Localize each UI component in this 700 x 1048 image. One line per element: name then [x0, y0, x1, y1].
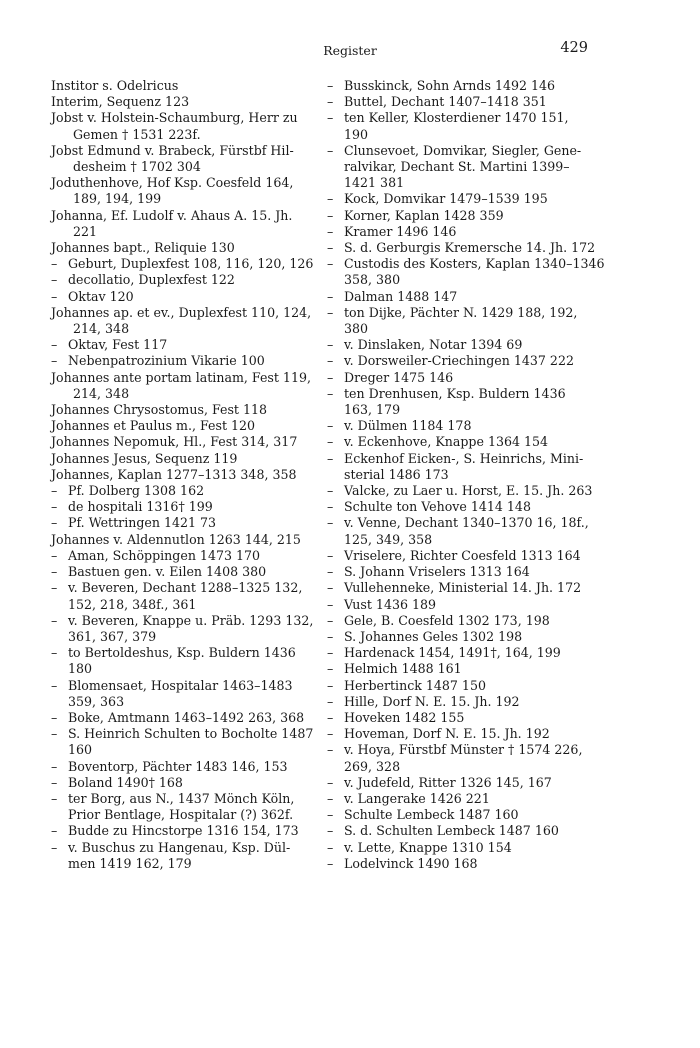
page-number: 429	[560, 40, 588, 56]
entry-line: S. Johannes Geles 1302 198	[344, 628, 523, 644]
subentry-dash: –	[327, 450, 334, 466]
index-subentry	[51, 515, 313, 531]
subentry-dash: –	[327, 337, 334, 353]
subentry-dash: –	[327, 564, 334, 580]
entry-line: Kock, Domvikar 1479–1539 195	[344, 191, 548, 207]
entry-line: v. Beveren, Dechant 1288–1325 132,	[68, 580, 303, 596]
entry-line: Schulte Lembeck 1487 160	[344, 807, 519, 823]
index-subentry	[327, 775, 589, 791]
entry-line: ton Dijke, Pächter N. 1429 188, 192,	[344, 304, 578, 320]
index-entry	[51, 208, 313, 240]
entry-line: Buttel, Dechant 1407–1418 351	[344, 94, 547, 110]
index-entry	[51, 78, 313, 94]
subentry-dash: –	[327, 353, 334, 369]
subentry-dash: –	[51, 709, 58, 725]
subentry-dash: –	[51, 499, 58, 515]
subentry-dash: –	[327, 499, 334, 515]
index-subentry	[327, 451, 589, 483]
index-subentry	[327, 597, 589, 613]
subentry-dash: –	[327, 742, 334, 758]
subentry-dash: –	[51, 564, 58, 580]
index-subentry	[51, 256, 313, 272]
subentry-dash: –	[51, 645, 58, 661]
index-subentry	[51, 548, 313, 564]
subentry-dash: –	[327, 94, 334, 110]
index-subentry	[327, 483, 593, 499]
entry-line: v. Langerake 1426 221	[344, 790, 490, 806]
entry-line: 359, 363	[68, 693, 125, 709]
entry-line: Jobst Edmund v. Brabeck, Fürstbf Hil-	[51, 142, 294, 158]
subentry-dash: –	[327, 385, 334, 401]
entry-line: Johanna, Ef. Ludolf v. Ahaus A. 15. Jh.	[51, 207, 293, 223]
index-subentry	[327, 499, 589, 515]
entry-line: Johannes, Kaplan 1277–1313 348, 358	[51, 466, 297, 482]
entry-line: Interim, Sequenz 123	[51, 94, 190, 110]
subentry-dash: –	[327, 726, 334, 742]
entry-line: 214, 348	[73, 385, 130, 401]
index-subentry	[327, 726, 589, 742]
subentry-dash: –	[51, 839, 58, 855]
entry-line: Oktav, Fest 117	[68, 337, 168, 353]
entry-line: S. d. Schulten Lembeck 1487 160	[344, 823, 559, 839]
index-subentry	[327, 78, 589, 94]
subentry-dash: –	[51, 612, 58, 628]
index-column-right	[327, 78, 605, 872]
entry-line: ten Keller, Klosterdiener 1470 151,	[344, 110, 569, 126]
index-subentry	[51, 564, 313, 580]
entry-line: S. d. Gerburgis Kremersche 14. Jh. 172	[344, 240, 596, 256]
index-subentry	[327, 645, 589, 661]
entry-line: Johannes et Paulus m., Fest 120	[51, 418, 256, 434]
entry-line: Gemen † 1531 223f.	[73, 126, 201, 142]
entry-line: to Bertoldeshus, Ksp. Buldern 1436	[68, 645, 296, 661]
index-subentry	[327, 548, 589, 564]
index-subentry	[51, 759, 313, 775]
subentry-dash: –	[327, 693, 334, 709]
index-subentry	[327, 337, 589, 353]
subentry-dash: –	[327, 515, 334, 531]
subentry-dash: –	[51, 483, 58, 499]
entry-line: 125, 349, 358	[344, 531, 433, 547]
subentry-dash: –	[51, 758, 58, 774]
subentry-dash: –	[51, 580, 58, 596]
subentry-dash: –	[327, 807, 334, 823]
subentry-dash: –	[51, 256, 58, 272]
entry-line: v. Hoya, Fürstbf Münster † 1574 226,	[344, 742, 583, 758]
index-subentry	[327, 840, 589, 856]
subentry-dash: –	[327, 855, 334, 871]
index-entry	[51, 240, 313, 256]
index-subentry	[327, 580, 589, 596]
index-subentry	[327, 613, 589, 629]
page-header	[0, 40, 700, 60]
index-subentry	[51, 613, 313, 645]
subentry-dash: –	[327, 580, 334, 596]
subentry-dash: –	[327, 709, 334, 725]
index-subentry	[327, 94, 589, 110]
subentry-dash: –	[327, 110, 334, 126]
entry-line: Vust 1436 189	[344, 596, 437, 612]
entry-line: men 1419 162, 179	[68, 855, 192, 871]
index-subentry	[327, 256, 605, 288]
index-subentry	[327, 418, 589, 434]
index-subentry	[327, 208, 589, 224]
entry-line: Vriselere, Richter Coesfeld 1313 164	[344, 547, 581, 563]
index-subentry	[327, 224, 589, 240]
index-subentry	[327, 110, 589, 142]
index-subentry	[51, 775, 313, 791]
entry-line: 190	[344, 126, 369, 142]
subentry-dash: –	[327, 645, 334, 661]
entry-line: Dreger 1475 146	[344, 369, 454, 385]
index-subentry	[327, 678, 589, 694]
index-subentry	[51, 791, 313, 823]
entry-line: 214, 348	[73, 321, 130, 337]
entry-line: de hospitali 1316† 199	[68, 499, 213, 515]
entry-line: Johannes Nepomuk, Hl., Fest 314, 317	[51, 434, 298, 450]
subentry-dash: –	[51, 337, 58, 353]
entry-line: Hille, Dorf N. E. 15. Jh. 192	[344, 693, 520, 709]
index-subentry	[51, 289, 313, 305]
index-subentry	[327, 305, 589, 337]
entry-line: v. Beveren, Knappe u. Präb. 1293 132,	[68, 612, 314, 628]
index-subentry	[327, 629, 589, 645]
index-entry	[51, 143, 313, 175]
subentry-dash: –	[327, 839, 334, 855]
entry-line: sterial 1486 173	[344, 466, 449, 482]
index-subentry	[327, 191, 589, 207]
index-entry	[51, 370, 313, 402]
index-subentry	[327, 856, 589, 872]
index-subentry	[51, 645, 313, 677]
running-head: Register	[323, 43, 377, 58]
index-subentry	[51, 710, 313, 726]
subentry-dash: –	[327, 418, 334, 434]
entry-line: v. Eckenhove, Knappe 1364 154	[344, 434, 549, 450]
entry-line: v. Buschus zu Hangenau, Ksp. Dül-	[68, 839, 291, 855]
entry-line: 160	[68, 742, 93, 758]
index-subentry	[327, 515, 589, 547]
index-subentry	[327, 370, 589, 386]
subentry-dash: –	[51, 726, 58, 742]
subentry-dash: –	[327, 790, 334, 806]
index-subentry	[327, 742, 589, 774]
subentry-dash: –	[327, 547, 334, 563]
entry-line: Aman, Schöppingen 1473 170	[68, 547, 261, 563]
index-entry	[51, 402, 313, 418]
index-subentry	[51, 499, 313, 515]
entry-line: 269, 328	[344, 758, 401, 774]
entry-line: Blomensaet, Hospitalar 1463–1483	[68, 677, 293, 693]
subentry-dash: –	[327, 288, 334, 304]
entry-line: S. Heinrich Schulten to Bocholte 1487	[68, 726, 314, 742]
index-subentry	[327, 240, 596, 256]
index-subentry	[51, 823, 313, 839]
entry-line: 152, 218, 348f., 361	[68, 596, 197, 612]
index-subentry	[327, 353, 589, 369]
entry-line: Geburt, Duplexfest 108, 116, 120, 126	[68, 256, 314, 272]
subentry-dash: –	[51, 515, 58, 531]
index-subentry	[51, 678, 313, 710]
subentry-dash: –	[327, 78, 334, 93]
entry-line: Institor s. Odelricus	[51, 78, 179, 93]
index-entry	[51, 451, 313, 467]
subentry-dash: –	[327, 677, 334, 693]
subentry-dash: –	[327, 191, 334, 207]
index-entry	[51, 94, 313, 110]
entry-line: Johannes bapt., Reliquie 130	[51, 240, 235, 256]
entry-line: Boke, Amtmann 1463–1492 263, 368	[68, 709, 305, 725]
entry-line: Korner, Kaplan 1428 359	[344, 207, 504, 223]
index-subentry	[51, 840, 313, 872]
entry-line: Oktav 120	[68, 288, 134, 304]
index-subentry	[327, 386, 589, 418]
subentry-dash: –	[327, 142, 334, 158]
index-subentry	[327, 564, 589, 580]
entry-line: Hoveken 1482 155	[344, 709, 465, 725]
entry-line: ralvikar, Dechant St. Martini 1399–	[344, 159, 570, 175]
entry-line: 189, 194, 199	[73, 191, 162, 207]
subentry-dash: –	[327, 207, 334, 223]
entry-line: 163, 179	[344, 402, 401, 418]
entry-line: Busskinck, Sohn Arnds 1492 146	[344, 78, 556, 93]
entry-line: v. Dorsweiler-Criechingen 1437 222	[344, 353, 574, 369]
index-subentry	[327, 289, 589, 305]
index-subentry	[327, 807, 589, 823]
entry-line: 361, 367, 379	[68, 628, 157, 644]
entry-line: Vullehenneke, Ministerial 14. Jh. 172	[344, 580, 582, 596]
subentry-dash: –	[327, 596, 334, 612]
subentry-dash: –	[327, 434, 334, 450]
entry-line: v. Dülmen 1184 178	[344, 418, 472, 434]
index-subentry	[327, 694, 589, 710]
entry-line: Hardenack 1454, 1491†, 164, 199	[344, 645, 561, 661]
subentry-dash: –	[327, 612, 334, 628]
entry-line: ter Borg, aus N., 1437 Mönch Köln,	[68, 790, 295, 806]
index-subentry	[327, 791, 589, 807]
index-subentry	[51, 272, 313, 288]
index-entry	[51, 434, 313, 450]
subentry-dash: –	[51, 547, 58, 563]
entry-line: Gele, B. Coesfeld 1302 173, 198	[344, 612, 550, 628]
entry-line: Boventorp, Pächter 1483 146, 153	[68, 758, 288, 774]
entry-line: Johannes ap. et ev., Duplexfest 110, 124,	[51, 304, 312, 320]
entry-line: Kramer 1496 146	[344, 223, 457, 239]
subentry-dash: –	[51, 823, 58, 839]
subentry-dash: –	[327, 823, 334, 839]
subentry-dash: –	[327, 304, 334, 320]
entry-line: 1421 381	[344, 175, 405, 191]
entry-line: Pf. Dolberg 1308 162	[68, 483, 205, 499]
entry-line: Johannes v. Aldennutlon 1263 144, 215	[51, 531, 301, 547]
entry-line: S. Johann Vriselers 1313 164	[344, 564, 530, 580]
index-subentry	[327, 710, 589, 726]
subentry-dash: –	[327, 369, 334, 385]
entry-line: v. Lette, Knappe 1310 154	[344, 839, 512, 855]
subentry-dash: –	[51, 774, 58, 790]
entry-line: Pf. Wettringen 1421 73	[68, 515, 217, 531]
subentry-dash: –	[327, 256, 334, 272]
entry-line: 180	[68, 661, 93, 677]
entry-line: Joduthenhove, Hof Ksp. Coesfeld 164,	[51, 175, 294, 191]
subentry-dash: –	[51, 677, 58, 693]
entry-line: Clunsevoet, Domvikar, Siegler, Gene-	[344, 142, 582, 158]
subentry-dash: –	[51, 790, 58, 806]
index-subentry	[327, 823, 589, 839]
index-subentry	[327, 661, 589, 677]
index-subentry	[51, 483, 313, 499]
entry-line: Schulte ton Vehove 1414 148	[344, 499, 531, 515]
index-entry	[51, 175, 313, 207]
subentry-dash: –	[327, 774, 334, 790]
entry-line: Custodis des Kosters, Kaplan 1340–1346	[344, 256, 605, 272]
index-column-left	[51, 78, 313, 872]
subentry-dash: –	[327, 483, 334, 499]
index-subentry	[51, 726, 313, 758]
entry-line: Herbertinck 1487 150	[344, 677, 486, 693]
index-subentry	[327, 143, 589, 192]
entry-line: Hoveman, Dorf N. E. 15. Jh. 192	[344, 726, 550, 742]
entry-line: Eckenhof Eicken-, S. Heinrichs, Mini-	[344, 450, 584, 466]
entry-line: Bastuen gen. v. Eilen 1408 380	[68, 564, 267, 580]
entry-line: Dalman 1488 147	[344, 288, 458, 304]
entry-line: Budde zu Hincstorpe 1316 154, 173	[68, 823, 299, 839]
entry-line: Nebenpatrozinium Vikarie 100	[68, 353, 265, 369]
entry-line: Helmich 1488 161	[344, 661, 462, 677]
subentry-dash: –	[51, 272, 58, 288]
entry-line: 380	[344, 321, 369, 337]
entry-line: Johannes ante portam latinam, Fest 119,	[51, 369, 311, 385]
entry-line: Valcke, zu Laer u. Horst, E. 15. Jh. 263	[344, 483, 593, 499]
index-entry	[51, 110, 313, 142]
entry-line: v. Dinslaken, Notar 1394 69	[344, 337, 523, 353]
index-subentry	[51, 580, 313, 612]
entry-line: decollatio, Duplexfest 122	[68, 272, 235, 288]
subentry-dash: –	[327, 661, 334, 677]
subentry-dash: –	[327, 628, 334, 644]
entry-line: Lodelvinck 1490 168	[344, 855, 478, 871]
index-subentry	[51, 353, 313, 369]
entry-line: desheim † 1702 304	[73, 159, 201, 175]
subentry-dash: –	[51, 353, 58, 369]
entry-line: Johannes Chrysostomus, Fest 118	[51, 402, 268, 418]
index-subentry	[327, 434, 589, 450]
index-entry	[51, 532, 313, 548]
entry-line: ten Drenhusen, Ksp. Buldern 1436	[344, 385, 566, 401]
index-entry	[51, 305, 313, 337]
entry-line: v. Venne, Dechant 1340–1370 16, 18f.,	[344, 515, 589, 531]
index-entry	[51, 418, 313, 434]
entry-line: Prior Bentlage, Hospitalar (?) 362f.	[68, 807, 294, 823]
entry-line: 221	[73, 223, 98, 239]
entry-line: Boland 1490† 168	[68, 774, 183, 790]
entry-line: Jobst v. Holstein-Schaumburg, Herr zu	[51, 110, 298, 126]
subentry-dash: –	[327, 240, 334, 256]
subentry-dash: –	[327, 223, 334, 239]
entry-line: v. Judefeld, Ritter 1326 145, 167	[344, 774, 552, 790]
entry-line: Johannes Jesus, Sequenz 119	[51, 450, 238, 466]
subentry-dash: –	[51, 288, 58, 304]
index-entry	[51, 467, 313, 483]
entry-line: 358, 380	[344, 272, 401, 288]
index-subentry	[51, 337, 313, 353]
